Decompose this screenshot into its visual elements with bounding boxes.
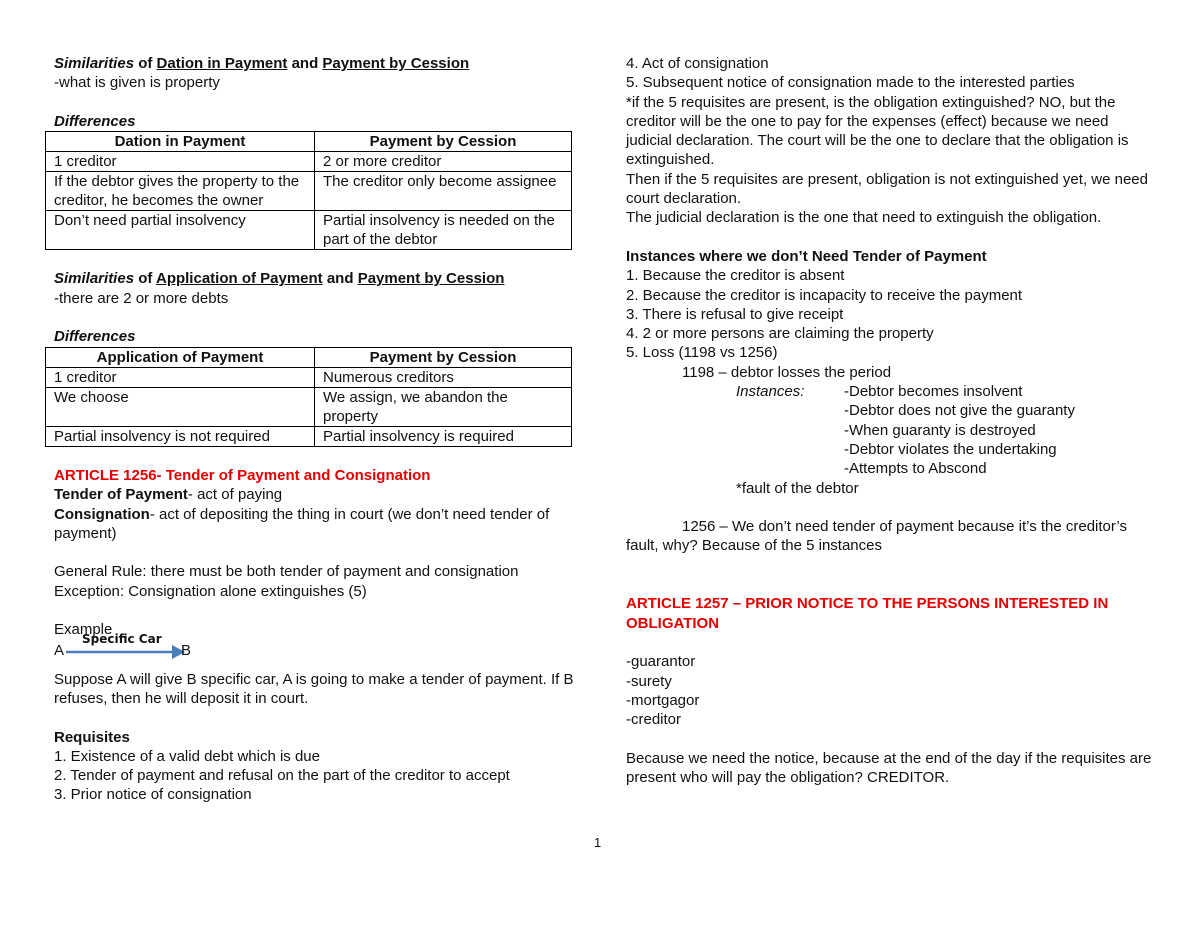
requisites-note-3: The judicial declaration is the one that need to extinguish the obligation. (626, 209, 1102, 227)
requisites-note: *if the 5 requisites are present, is the obligation extinguished? NO, but the creditor will be the one to pay for the expenses (effect) because we need judicial declaration. The court will be the one to declare that the obligation is extinguished. (626, 93, 1129, 169)
list-item: -mortgagor (626, 691, 700, 709)
table-row: We choose We assign, we abandon the property (46, 387, 572, 426)
list-item: 5. Loss (1198 vs 1256) (626, 344, 778, 362)
example-party-a: A (54, 641, 65, 659)
example-label: Example (54, 621, 113, 639)
left-column (54, 54, 584, 805)
list-item: -surety (626, 672, 672, 690)
requisites-note-2: Then if the 5 requisites are present, obligation is not extinguished yet, we need court declaration. (626, 170, 1148, 208)
list-item: 1. Because the creditor is absent (626, 267, 845, 285)
table-header: Payment by Cession (315, 347, 572, 367)
page-number: 1 (594, 835, 602, 850)
general-rule: General Rule: there must be both tender of payment and consignation (54, 563, 519, 581)
arrow-label: Specific Car (82, 631, 162, 646)
similarities-heading-2: Similarities of Application of Payment and Payment by Cession (54, 270, 505, 288)
table-row: Partial insolvency is not required Partial insolvency is required (46, 426, 572, 446)
list-item: -guarantor (626, 653, 696, 671)
instances-label: Instances: (736, 383, 805, 401)
table-row: 1 creditor Numerous creditors (46, 367, 572, 387)
differences-table-2 (45, 347, 572, 447)
requisites-heading: Requisites (54, 728, 130, 746)
table-header: Dation in Payment (46, 132, 315, 152)
article-1256-heading: ARTICLE 1256- Tender of Payment and Consignation (54, 466, 431, 484)
list-item: -Debtor becomes insolvent (844, 383, 1023, 401)
list-item: 3. Prior notice of consignation (54, 786, 252, 804)
instances-heading: Instances where we don’t Need Tender of Payment (626, 247, 987, 265)
table-header: Application of Payment (46, 347, 315, 367)
table-row: If the debtor gives the property to the creditor, he becomes the owner The creditor only become assignee (46, 172, 572, 211)
article-1257-heading: ARTICLE 1257 – PRIOR NOTICE TO THE PERSONS INTERESTED IN OBLIGATION (626, 595, 1109, 632)
similarity-text-1: -what is given is property (54, 74, 220, 92)
fault-note: *fault of the debtor (736, 479, 859, 497)
example-explanation: Suppose A will give B specific car, A is going to make a tender of payment. If B refuses, then he will deposit it in court. (54, 670, 574, 707)
instances-row (626, 382, 1156, 401)
list-item: -Attempts to Abscond (844, 460, 987, 478)
list-item: 2. Tender of payment and refusal on the part of the creditor to accept (54, 767, 510, 785)
list-item: 1. Existence of a valid debt which is due (54, 747, 320, 765)
differences-table-1 (45, 131, 572, 250)
closing-paragraph: Because we need the notice, because at the end of the day if the requisites are present who will pay the obligation? CREDITOR. (626, 749, 1152, 786)
article-1198-note: 1198 – debtor losses the period (682, 363, 892, 381)
exception: Exception: Consignation alone extinguishes (5) (54, 582, 367, 600)
article-1256-note: 1256 – We don’t need tender of payment because it’s the creditor’s fault, why? Because of the 5 instances (626, 518, 1128, 555)
table-row: 1 creditor 2 or more creditor (46, 152, 572, 172)
tender-definition: Tender of Payment- act of paying (54, 486, 283, 504)
table-row: Don’t need partial insolvency Partial insolvency is needed on the part of the debtor (46, 211, 572, 250)
example-diagram (54, 632, 584, 670)
similarities-heading-1: Similarities of Dation in Payment and Payment by Cession (54, 55, 470, 72)
similarity-text-2: -there are 2 or more debts (54, 289, 229, 307)
list-item: 4. 2 or more persons are claiming the property (626, 325, 934, 343)
list-item: -Debtor does not give the guaranty (844, 402, 1075, 420)
list-item: 2. Because the creditor is incapacity to receive the payment (626, 286, 1023, 304)
differences-label-1: Differences (54, 112, 136, 130)
list-item: -When guaranty is destroyed (844, 421, 1036, 439)
list-item: -Debtor violates the undertaking (844, 440, 1057, 458)
example-party-b: B (181, 641, 192, 659)
list-item: 3. There is refusal to give receipt (626, 305, 844, 323)
table-header: Payment by Cession (315, 132, 572, 152)
list-item: -creditor (626, 711, 682, 729)
differences-label-2: Differences (54, 328, 136, 346)
list-item: 4. Act of consignation (626, 55, 769, 72)
list-item: 5. Subsequent notice of consignation made to the interested parties (626, 74, 1075, 92)
right-column (626, 54, 1156, 787)
consignation-definition: Consignation- act of depositing the thing in court (we don’t need tender of payment) (54, 505, 550, 542)
